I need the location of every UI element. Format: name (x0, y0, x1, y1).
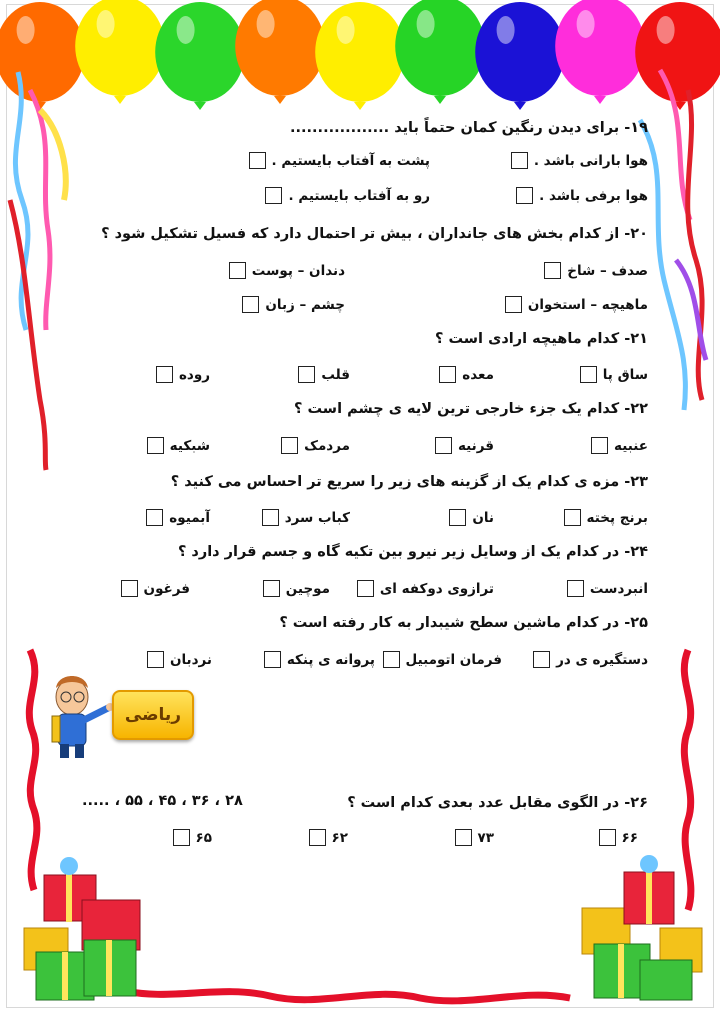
q26-option-1-label: ۶۶ (621, 829, 638, 846)
q21-option-4-label: روده (178, 366, 210, 383)
checkbox[interactable] (580, 366, 597, 383)
q21-option-3-label: قلب (321, 366, 350, 383)
q25-option-3-label: پروانه ی پنکه (286, 651, 375, 668)
q24-option-2[interactable] (357, 580, 494, 597)
checkbox[interactable] (265, 187, 282, 204)
q24-option-3-label: موچین (285, 580, 330, 597)
q20-option-3-label: ماهیچه – استخوان (527, 296, 648, 313)
q23-option-1-label: برنج پخته (586, 509, 648, 526)
q25-option-2[interactable] (383, 651, 502, 668)
q19-option-1-label: هوا بارانی باشد . (533, 152, 648, 169)
question-24: ۲۴- در کدام یک از وسایل زیر نیرو بین تکیه گاه و جسم قرار دارد ؟ (177, 544, 648, 560)
q21-option-1-label: ساق پا (602, 366, 648, 383)
q22-option-2[interactable] (435, 437, 494, 454)
q19-option-3-label: هوا برفی باشد . (539, 187, 648, 204)
q25-option-1-label: دستگیره ی در (556, 651, 648, 668)
q23-option-2[interactable] (449, 509, 494, 526)
q26-option-1[interactable] (599, 829, 638, 846)
q20-option-2-label: دندان – پوست (251, 262, 345, 279)
checkbox[interactable] (591, 437, 608, 454)
q21-option-3[interactable] (298, 366, 350, 383)
question-26: ۲۶- در الگوی مقابل عدد بعدی کدام است ؟ (347, 795, 648, 811)
question-25: ۲۵- در کدام ماشین سطح شیبدار به کار رفته است ؟ (279, 615, 648, 631)
q25-option-2-label: فرمان اتومبیل (405, 651, 502, 668)
checkbox[interactable] (564, 509, 581, 526)
checkbox[interactable] (147, 651, 164, 668)
checkbox[interactable] (455, 829, 472, 846)
q23-option-2-label: نان (472, 509, 494, 526)
checkbox[interactable] (146, 509, 163, 526)
checkbox[interactable] (357, 580, 374, 597)
q20-option-1-label: صدف – شاخ (567, 262, 648, 279)
q26-option-3[interactable] (309, 829, 348, 846)
q23-option-4-label: آبمیوه (169, 509, 210, 526)
checkbox[interactable] (599, 829, 616, 846)
q22-option-4-label: شبکیه (169, 437, 210, 454)
question-21: ۲۱- کدام ماهیچه ارادی است ؟ (434, 331, 648, 347)
q19-option-1[interactable] (511, 152, 648, 169)
q23-option-4[interactable] (146, 509, 210, 526)
checkbox[interactable] (511, 152, 528, 169)
q25-option-4-label: نردبان (169, 651, 212, 668)
q23-option-3-label: کباب سرد (284, 509, 350, 526)
q26-option-2-label: ۷۳ (477, 829, 494, 846)
q21-option-2-label: معده (462, 366, 494, 383)
q24-option-4[interactable] (121, 580, 190, 597)
checkbox[interactable] (173, 829, 190, 846)
q22-option-1-label: عنبیه (614, 437, 648, 454)
q25-option-3[interactable] (264, 651, 375, 668)
q19-option-4[interactable] (265, 187, 430, 204)
q23-option-1[interactable] (564, 509, 648, 526)
q25-option-1[interactable] (533, 651, 648, 668)
q24-option-3[interactable] (263, 580, 330, 597)
math-section-label: ریاضی (112, 690, 194, 740)
checkbox[interactable] (249, 152, 266, 169)
q23-option-3[interactable] (262, 509, 350, 526)
q26-option-3-label: ۶۲ (331, 829, 348, 846)
q26-option-2[interactable] (455, 829, 494, 846)
checkbox[interactable] (449, 509, 466, 526)
q25-option-4[interactable] (147, 651, 212, 668)
question-19: ۱۹- برای دیدن رنگین کمان حتماً باید .................. (290, 120, 648, 136)
checkbox[interactable] (533, 651, 550, 668)
question-22: ۲۲- کدام یک جزء خارجی ترین لایه ی چشم است ؟ (294, 401, 648, 417)
q24-option-2-label: ترازوی دوکفه ای (379, 580, 494, 597)
checkbox[interactable] (281, 437, 298, 454)
q24-option-4-label: فرغون (143, 580, 190, 597)
q21-option-1[interactable] (580, 366, 648, 383)
checkbox[interactable] (435, 437, 452, 454)
checkbox[interactable] (156, 366, 173, 383)
checkbox[interactable] (262, 509, 279, 526)
checkbox[interactable] (264, 651, 281, 668)
q22-option-3[interactable] (281, 437, 350, 454)
q26-option-4[interactable] (173, 829, 212, 846)
q20-option-4[interactable] (242, 296, 345, 313)
q20-option-3[interactable] (505, 296, 648, 313)
checkbox[interactable] (439, 366, 456, 383)
q20-option-2[interactable] (229, 262, 345, 279)
q19-option-2[interactable] (249, 152, 430, 169)
question-20: ۲۰- از کدام بخش های جانداران ، بیش تر احتمال دارد که فسیل تشکیل شود ؟ (101, 226, 648, 242)
q22-option-2-label: قرنیه (457, 437, 494, 454)
q26-option-4-label: ۶۵ (195, 829, 212, 846)
q22-option-1[interactable] (591, 437, 648, 454)
q24-option-1-label: انبردست (589, 580, 648, 597)
q19-option-3[interactable] (516, 187, 648, 204)
checkbox[interactable] (516, 187, 533, 204)
checkbox[interactable] (544, 262, 561, 279)
q20-option-4-label: چشم – زبان (265, 296, 345, 313)
q22-option-4[interactable] (147, 437, 210, 454)
q19-option-2-label: پشت به آفتاب بایستیم . (271, 152, 430, 169)
q21-option-2[interactable] (439, 366, 494, 383)
checkbox[interactable] (567, 580, 584, 597)
q19-option-4-label: رو به آفتاب بایستیم . (288, 187, 430, 204)
q22-option-3-label: مردمک (304, 437, 350, 454)
checkbox[interactable] (263, 580, 280, 597)
checkbox[interactable] (242, 296, 259, 313)
q21-option-4[interactable] (156, 366, 210, 383)
question-23: ۲۳- مزه ی کدام یک از گزینه های زیر را سریع تر احساس می کنید ؟ (170, 474, 648, 490)
q24-option-1[interactable] (567, 580, 648, 597)
q20-option-1[interactable] (544, 262, 648, 279)
checkbox[interactable] (505, 296, 522, 313)
checkbox[interactable] (121, 580, 138, 597)
checkbox[interactable] (298, 366, 315, 383)
checkbox[interactable] (229, 262, 246, 279)
checkbox[interactable] (309, 829, 326, 846)
checkbox[interactable] (147, 437, 164, 454)
number-sequence: ۲۸ ، ۳۶ ، ۴۵ ، ۵۵ ، ..... (82, 793, 243, 809)
checkbox[interactable] (383, 651, 400, 668)
